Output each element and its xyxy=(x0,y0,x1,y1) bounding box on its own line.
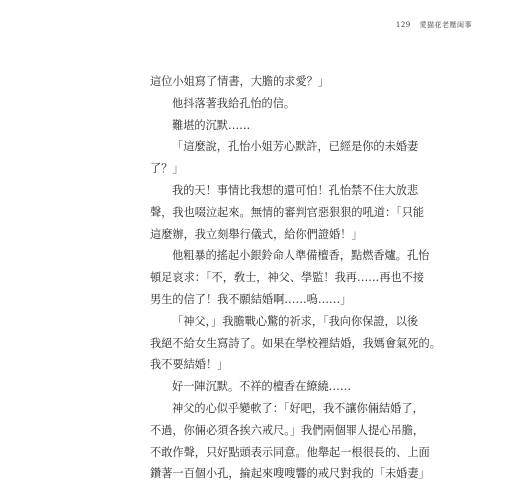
body-text xyxy=(150,71,441,485)
text-line: 我絕不給女生寫詩了。如果在學校裡結婚，我媽會氣死的。 xyxy=(150,336,441,350)
text-line: 好一陣沉默。不祥的檀香在繚繞…… xyxy=(172,380,352,394)
text-line: 我不要結婚！」 xyxy=(150,358,229,372)
paragraph xyxy=(150,311,441,376)
text-line: 鑽著一百個小孔，掄起來嗖嗖響的戒尺對我的「未婚妻」 xyxy=(150,467,430,481)
text-line: 不過，你倆必須各挨六戒尺。」我們兩個罪人提心吊膽， xyxy=(150,423,425,437)
paragraph xyxy=(150,245,430,310)
text-line: 「這麼說，孔怡小姐芳心默許，已經是你的未婚妻 xyxy=(172,140,419,154)
text-line: 男生的信了！我不願結婚啊……嗚……」 xyxy=(150,292,352,306)
text-line: 這麼辦，我立刻舉行儀式，給你們證婚！」 xyxy=(150,227,363,241)
paragraph xyxy=(150,376,388,398)
text-line: 「神父，」我膽戰心驚的祈求，「我向你保證，以後 xyxy=(172,314,419,328)
text-line: 我的天！事情比我想的還可怕！孔怡禁不住大放悲 xyxy=(172,183,419,197)
text-line: 不敢作聲，只好點頭表示同意。他舉起一根很長的、上面 xyxy=(150,445,430,459)
text-line: 這位小姐寫了情書，大膽的求愛？」 xyxy=(150,75,330,88)
paragraph xyxy=(150,93,388,115)
paragraph xyxy=(150,398,430,485)
text-line: 他粗暴的搖起小銀鈴命人準備檀香，點燃香爐。孔怡 xyxy=(172,249,430,263)
text-line: 難堪的沉默…… xyxy=(172,118,251,132)
text-line: 神父的心似乎變軟了：「好吧，我不讓你倆結婚了， xyxy=(172,401,424,415)
book-title: 愛猫花老壓闺事 xyxy=(419,21,472,29)
paragraph xyxy=(150,136,419,180)
running-header xyxy=(396,20,472,30)
paragraph xyxy=(150,180,425,245)
paragraph xyxy=(150,115,388,137)
paragraph xyxy=(150,71,388,93)
text-line: 他抖落著我給孔怡的信。 xyxy=(172,96,296,110)
text-line: 聲，我也啜泣起來。無情的審判官惡狠狠的吼道：「只能 xyxy=(150,205,425,219)
page-number: 129 xyxy=(395,21,411,29)
text-line: 頓足哀求：「不，敎士，神父、學監！我再……再也不接 xyxy=(150,271,425,285)
text-line: 了？」 xyxy=(150,162,184,176)
